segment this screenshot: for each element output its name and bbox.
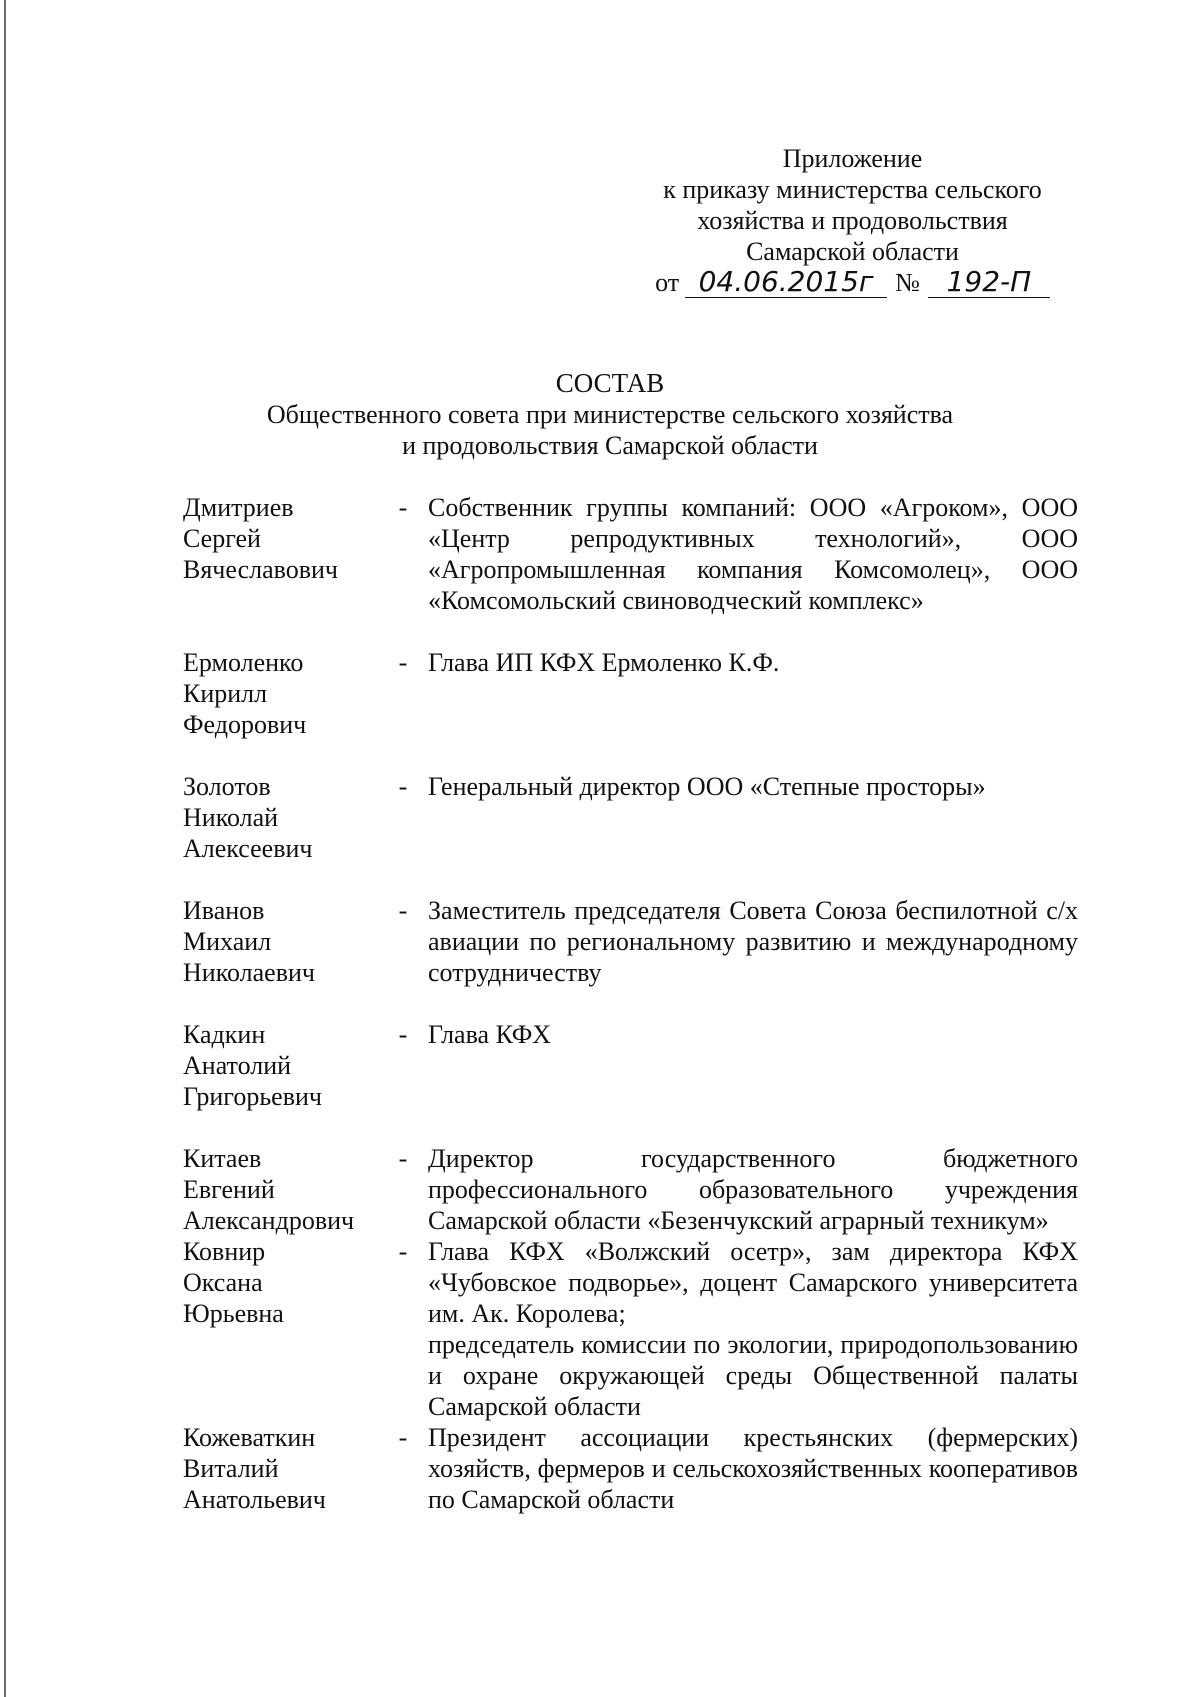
member-surname: Дмитриев xyxy=(183,493,294,522)
member-role-paragraph: Глава КФХ xyxy=(428,1020,552,1049)
member-role-paragraph: Глава ИП КФХ Ермоленко К.Ф. xyxy=(428,648,780,677)
handwritten-date: 04.06.2015г xyxy=(685,267,887,298)
member-dash: - xyxy=(398,1144,408,1173)
title-subtitle-line-2: и продовольствия Самарской области xyxy=(402,431,818,460)
members-list xyxy=(183,492,1078,1546)
member-first-name: Кирилл xyxy=(183,679,268,708)
member-name xyxy=(183,1422,378,1515)
member-row xyxy=(183,647,1078,740)
member-dash: - xyxy=(398,1237,408,1266)
annex-region-line: Самарской области xyxy=(746,237,959,266)
member-first-name: Виталий xyxy=(183,1454,279,1483)
member-role xyxy=(428,492,1078,616)
annex-block xyxy=(620,143,1085,298)
member-surname: Золотов xyxy=(183,772,271,801)
member-row xyxy=(183,1143,1078,1236)
member-name xyxy=(183,647,378,740)
member-dash: - xyxy=(398,493,408,522)
member-role xyxy=(428,647,1078,740)
member-row xyxy=(183,1422,1078,1515)
member-role xyxy=(428,1236,1078,1422)
number-sign: № xyxy=(895,268,920,297)
member-dash: - xyxy=(398,648,408,677)
annex-title: Приложение xyxy=(782,144,923,173)
member-first-name: Анатолий xyxy=(183,1051,292,1080)
member-surname: Кожеваткин xyxy=(183,1423,316,1452)
member-row xyxy=(183,492,1078,616)
page-edge-line xyxy=(4,0,6,1697)
member-patronymic: Федорович xyxy=(183,710,307,739)
member-role xyxy=(428,1422,1078,1515)
member-dash: - xyxy=(398,1423,408,1452)
member-surname: Иванов xyxy=(183,896,265,925)
member-first-name: Сергей xyxy=(183,524,261,553)
annex-order-line: к приказу министерства сельского xyxy=(663,175,1042,204)
handwritten-order-number: 192-П xyxy=(928,267,1050,298)
member-name xyxy=(183,771,378,864)
member-role-paragraph: Глава КФХ «Волжский осетр», зам директора КФХ «Чубовское подворье», доцент Самарского университета им. Ак. Королева; xyxy=(428,1237,1078,1328)
member-name xyxy=(183,1143,378,1236)
member-role-paragraph: председатель комиссии по экологии, природопользованию и охране окружающей среды Общественной палаты Самарской области xyxy=(428,1330,1078,1421)
member-patronymic: Алексеевич xyxy=(183,834,313,863)
member-name xyxy=(183,1019,378,1112)
member-dash: - xyxy=(398,896,408,925)
member-role-paragraph: Генеральный директор ООО «Степные просторы» xyxy=(428,772,986,801)
member-surname: Ермоленко xyxy=(183,648,304,677)
member-role-paragraph: Заместитель председателя Совета Союза беспилотной с/х авиации по региональному развитию и международному сотрудничеству xyxy=(428,896,1078,987)
title-heading: СОСТАВ xyxy=(555,368,665,398)
date-prefix: от xyxy=(655,268,680,297)
member-patronymic: Николаевич xyxy=(183,958,315,987)
member-first-name: Оксана xyxy=(183,1268,263,1297)
member-first-name: Николай xyxy=(183,803,279,832)
document-title xyxy=(240,368,980,461)
member-patronymic: Юрьевна xyxy=(183,1299,284,1328)
member-surname: Ковнир xyxy=(183,1237,266,1266)
member-role-paragraph: Директор государственного бюджетного профессионального образовательного учреждения Самарской области «Безенчукский аграрный техникум» xyxy=(428,1144,1078,1235)
member-surname: Китаев xyxy=(183,1144,262,1173)
title-subtitle-line-1: Общественного совета при министерстве сельского хозяйства xyxy=(266,400,954,429)
member-role xyxy=(428,771,1078,864)
member-role-paragraph: Президент ассоциации крестьянских (фермерских) хозяйств, фермеров и сельскохозяйственных кооперативов по Самарской области xyxy=(428,1423,1078,1514)
member-patronymic: Григорьевич xyxy=(183,1082,322,1111)
member-dash: - xyxy=(398,772,408,801)
member-name xyxy=(183,492,378,616)
member-first-name: Евгений xyxy=(183,1175,275,1204)
member-surname: Кадкин xyxy=(183,1020,266,1049)
member-name xyxy=(183,1236,378,1422)
member-row xyxy=(183,1019,1078,1112)
member-row xyxy=(183,771,1078,864)
member-dash: - xyxy=(398,1020,408,1049)
member-first-name: Михаил xyxy=(183,927,272,956)
annex-ministry-line: хозяйства и продовольствия xyxy=(697,206,1008,235)
member-role-paragraph: Собственник группы компаний: ООО «Агроком», ООО «Центр репродуктивных технологий», ООО «Агропромышленная компания Комсомолец», ООО «Комсомольский свиноводческий комплекс» xyxy=(428,493,1078,615)
member-patronymic: Вячеславович xyxy=(183,555,338,584)
member-name xyxy=(183,895,378,988)
annex-date-line xyxy=(620,267,1085,298)
member-row xyxy=(183,1236,1078,1422)
member-role xyxy=(428,1143,1078,1236)
member-role xyxy=(428,1019,1078,1112)
member-patronymic: Александрович xyxy=(183,1206,355,1235)
member-role xyxy=(428,895,1078,988)
member-row xyxy=(183,895,1078,988)
member-patronymic: Анатольевич xyxy=(183,1485,326,1514)
